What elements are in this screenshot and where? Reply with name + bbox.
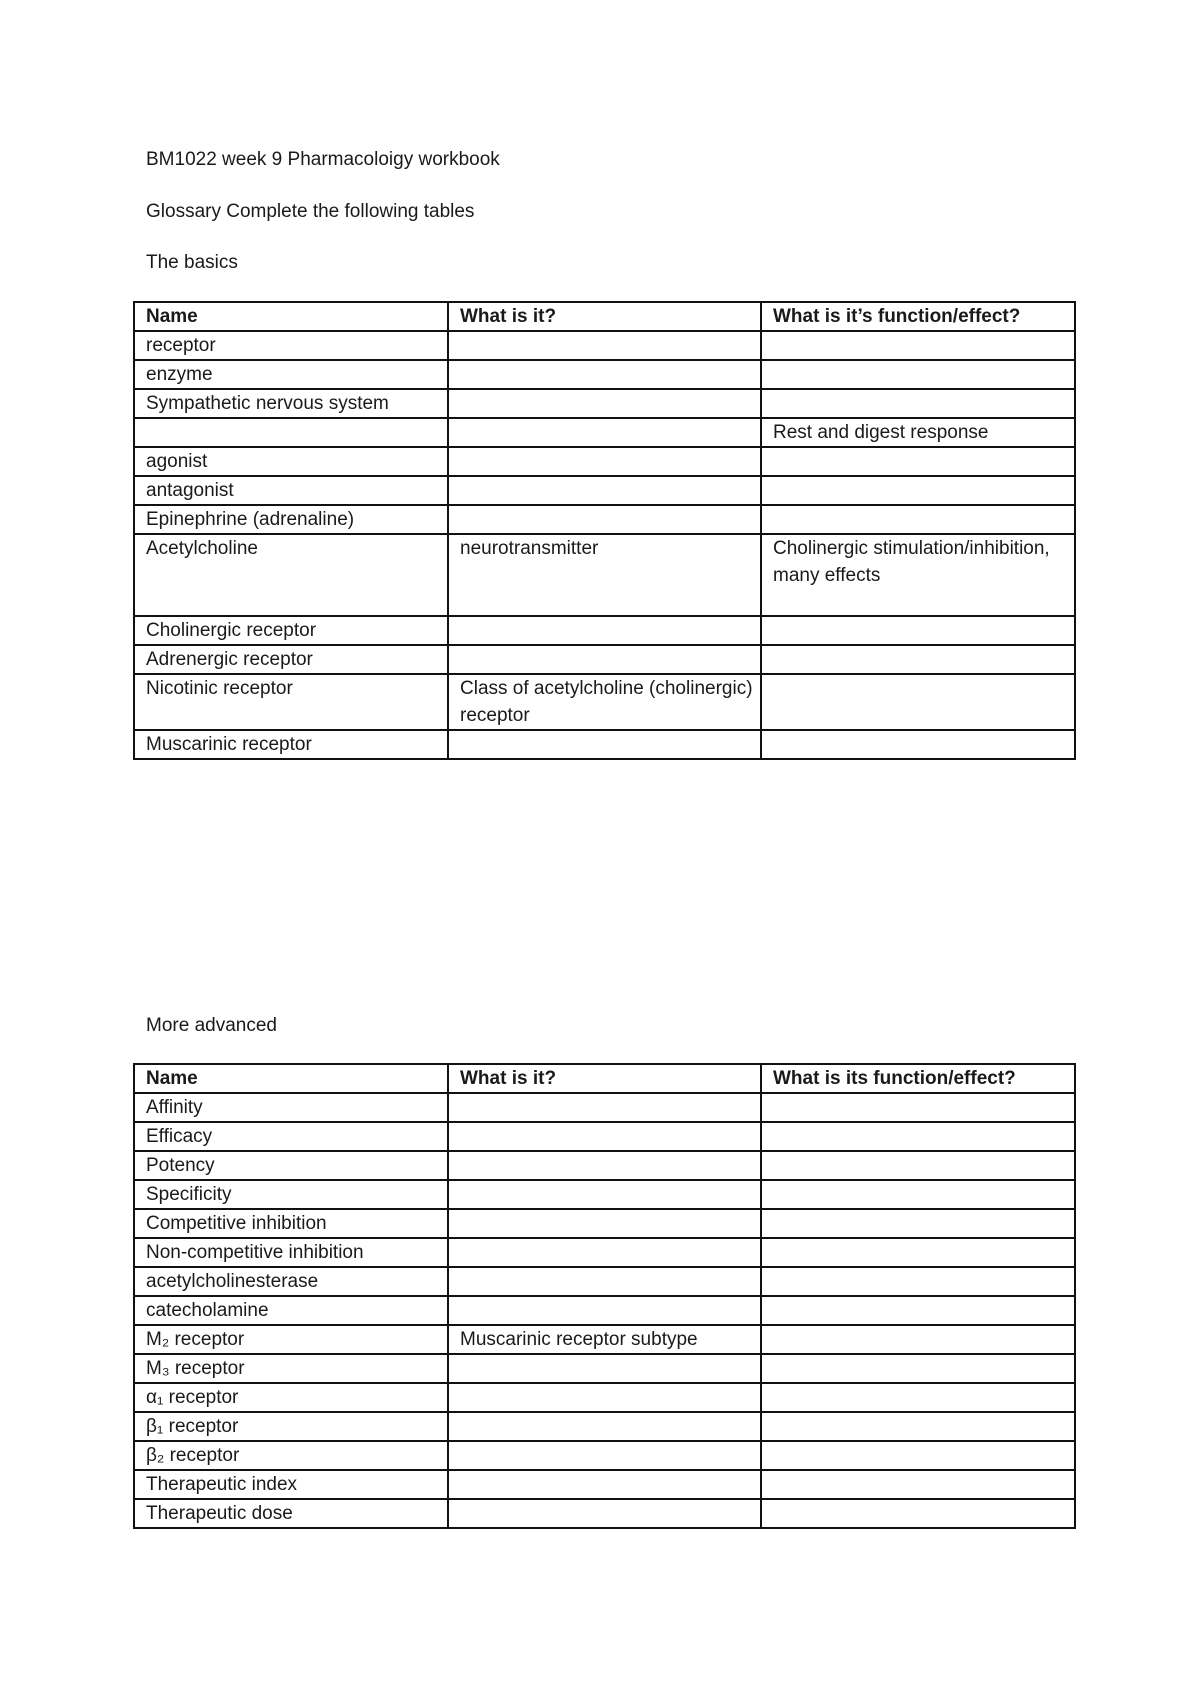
function-cell: Cholinergic stimulation/inhibition, many effects (761, 534, 1075, 616)
function-cell[interactable] (761, 1296, 1075, 1325)
term-cell: Specificity (134, 1180, 448, 1209)
definition-cell[interactable] (448, 645, 761, 674)
function-cell[interactable] (761, 616, 1075, 645)
table-header-row (134, 1064, 1075, 1093)
function-cell[interactable] (761, 730, 1075, 759)
column-header-function: What is its function/effect? (761, 1064, 1075, 1093)
term-cell: agonist (134, 447, 448, 476)
advanced-glossary-table (133, 1063, 1076, 1529)
table-row (134, 645, 1075, 674)
definition-cell[interactable] (448, 505, 761, 534)
function-cell[interactable] (761, 1267, 1075, 1296)
definition-cell[interactable] (448, 476, 761, 505)
definition-cell: neurotransmitter (448, 534, 761, 616)
table-row (134, 1354, 1075, 1383)
function-cell[interactable] (761, 476, 1075, 505)
term-cell: β₂ receptor (134, 1441, 448, 1470)
function-cell[interactable] (761, 1470, 1075, 1499)
table-row (134, 1441, 1075, 1470)
table-row (134, 1151, 1075, 1180)
table-row (134, 1383, 1075, 1412)
function-cell: Rest and digest response (761, 418, 1075, 447)
table-row (134, 674, 1075, 730)
definition-cell[interactable] (448, 616, 761, 645)
function-cell[interactable] (761, 1209, 1075, 1238)
table-row (134, 1499, 1075, 1528)
column-header-what: What is it? (448, 302, 761, 331)
term-cell: Cholinergic receptor (134, 616, 448, 645)
table-row (134, 1180, 1075, 1209)
definition-cell[interactable] (448, 1441, 761, 1470)
term-cell: receptor (134, 331, 448, 360)
term-cell: acetylcholinesterase (134, 1267, 448, 1296)
table-row (134, 505, 1075, 534)
column-header-name: Name (134, 1064, 448, 1093)
table-row (134, 1267, 1075, 1296)
term-cell: antagonist (134, 476, 448, 505)
definition-cell[interactable] (448, 1296, 761, 1325)
definition-cell[interactable] (448, 1122, 761, 1151)
table-row (134, 1412, 1075, 1441)
term-cell: Potency (134, 1151, 448, 1180)
table-row (134, 1470, 1075, 1499)
term-cell: β₁ receptor (134, 1412, 448, 1441)
section-heading-advanced: More advanced (146, 1015, 277, 1036)
column-header-what: What is it? (448, 1064, 761, 1093)
table-row (134, 418, 1075, 447)
function-cell[interactable] (761, 1441, 1075, 1470)
definition-cell[interactable] (448, 331, 761, 360)
definition-cell[interactable] (448, 730, 761, 759)
term-cell: enzyme (134, 360, 448, 389)
table-row (134, 476, 1075, 505)
term-cell: Affinity (134, 1093, 448, 1122)
function-cell[interactable] (761, 674, 1075, 730)
term-cell: catecholamine (134, 1296, 448, 1325)
table-row (134, 1325, 1075, 1354)
definition-cell[interactable] (448, 389, 761, 418)
definition-cell: Class of acetylcholine (cholinergic) receptor (448, 674, 761, 730)
function-cell[interactable] (761, 1151, 1075, 1180)
table-row (134, 331, 1075, 360)
table-row (134, 1238, 1075, 1267)
function-cell[interactable] (761, 360, 1075, 389)
term-cell: Nicotinic receptor (134, 674, 448, 730)
term-cell: Competitive inhibition (134, 1209, 448, 1238)
definition-cell[interactable] (448, 360, 761, 389)
table-header-row (134, 302, 1075, 331)
definition-cell[interactable] (448, 418, 761, 447)
term-cell: Therapeutic index (134, 1470, 448, 1499)
term-cell: Acetylcholine (134, 534, 448, 616)
function-cell[interactable] (761, 447, 1075, 476)
definition-cell[interactable] (448, 1238, 761, 1267)
term-cell: Adrenergic receptor (134, 645, 448, 674)
term-cell: Sympathetic nervous system (134, 389, 448, 418)
definition-cell[interactable] (448, 447, 761, 476)
function-cell[interactable] (761, 1122, 1075, 1151)
function-cell[interactable] (761, 389, 1075, 418)
table-row (134, 534, 1075, 616)
function-cell[interactable] (761, 1180, 1075, 1209)
definition-cell[interactable] (448, 1267, 761, 1296)
table-row (134, 1296, 1075, 1325)
definition-cell[interactable] (448, 1470, 761, 1499)
table-row (134, 1209, 1075, 1238)
function-cell[interactable] (761, 1093, 1075, 1122)
term-cell: Non-competitive inhibition (134, 1238, 448, 1267)
definition-cell[interactable] (448, 1180, 761, 1209)
table-row (134, 447, 1075, 476)
term-cell[interactable] (134, 418, 448, 447)
table-row (134, 389, 1075, 418)
function-cell[interactable] (761, 1499, 1075, 1528)
definition-cell[interactable] (448, 1093, 761, 1122)
table-row (134, 1122, 1075, 1151)
section-heading-basics: The basics (146, 252, 238, 273)
function-cell[interactable] (761, 645, 1075, 674)
definition-cell: Muscarinic receptor subtype (448, 1325, 761, 1354)
table-row (134, 360, 1075, 389)
function-cell[interactable] (761, 1412, 1075, 1441)
definition-cell[interactable] (448, 1151, 761, 1180)
function-cell[interactable] (761, 1238, 1075, 1267)
function-cell[interactable] (761, 1354, 1075, 1383)
term-cell: Therapeutic dose (134, 1499, 448, 1528)
term-cell: M₃ receptor (134, 1354, 448, 1383)
column-header-function: What is it’s function/effect? (761, 302, 1075, 331)
definition-cell[interactable] (448, 1499, 761, 1528)
definition-cell[interactable] (448, 1209, 761, 1238)
document-title: BM1022 week 9 Pharmacoloigy workbook (146, 149, 500, 170)
function-cell[interactable] (761, 1383, 1075, 1412)
definition-cell[interactable] (448, 1383, 761, 1412)
column-header-name: Name (134, 302, 448, 331)
function-cell[interactable] (761, 331, 1075, 360)
table-row (134, 616, 1075, 645)
term-cell: M₂ receptor (134, 1325, 448, 1354)
definition-cell[interactable] (448, 1412, 761, 1441)
table-row (134, 1093, 1075, 1122)
function-cell[interactable] (761, 505, 1075, 534)
definition-cell[interactable] (448, 1354, 761, 1383)
basics-glossary-table (133, 301, 1076, 760)
term-cell: Epinephrine (adrenaline) (134, 505, 448, 534)
instruction-text: Glossary Complete the following tables (146, 201, 475, 222)
table-row (134, 730, 1075, 759)
function-cell[interactable] (761, 1325, 1075, 1354)
term-cell: α₁ receptor (134, 1383, 448, 1412)
term-cell: Efficacy (134, 1122, 448, 1151)
term-cell: Muscarinic receptor (134, 730, 448, 759)
